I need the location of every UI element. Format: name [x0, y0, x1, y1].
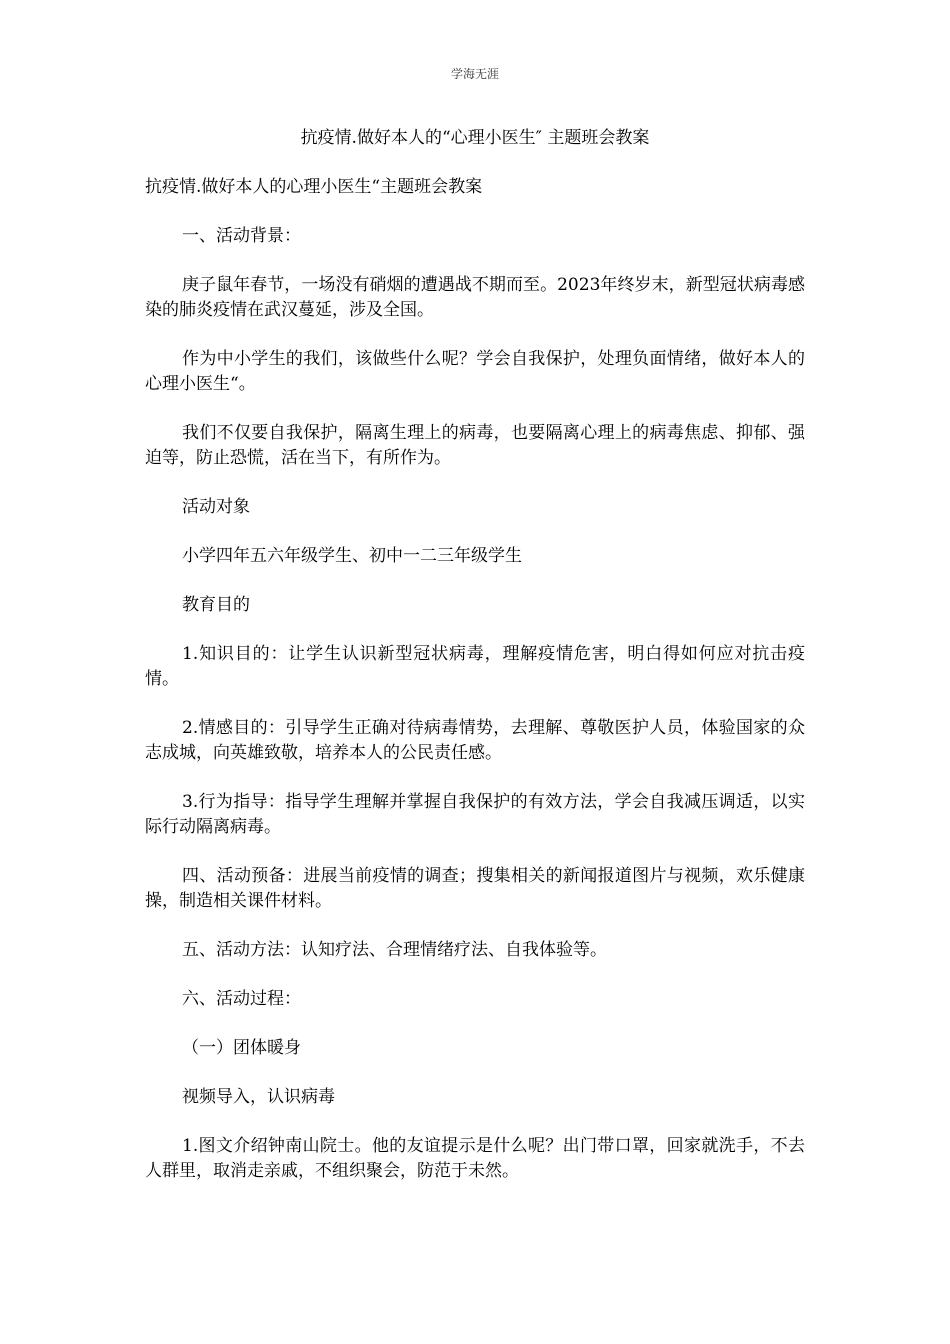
page-header: 学海无涯	[450, 67, 499, 81]
paragraph: 1.知识目的：让学生认识新型冠状病毒，理解疫情危害，明白得如何应对抗击疫情。	[145, 644, 805, 689]
paragraph-subsection-warmup: （一）团体暖身	[182, 1038, 301, 1058]
paragraph: 小学四年五六年级学生、初中一二三年级学生	[182, 546, 522, 566]
paragraph: 视频导入，认识病毒	[182, 1087, 335, 1107]
paragraph: 1.图文介绍钟南山院士。他的友谊提示是什么呢？出门带口罩，回家就洗手，不去人群里，取消走亲戚，不组织聚会，防范于未然。	[145, 1136, 805, 1181]
paragraph: 我们不仅要自我保护，隔离生理上的病毒，也要隔离心理上的病毒焦虑、抑郁、强迫等，防止恐慌，活在当下，有所作为。	[145, 423, 805, 468]
paragraph: 作为中小学生的我们，该做些什么呢？学会自我保护，处理负面情绪，做好本人的心理小医生“。	[145, 349, 805, 394]
paragraph-section-methods: 五、活动方法：认知疗法、合理情绪疗法、自我体验等。	[182, 940, 607, 960]
document-body	[145, 175, 805, 1208]
paragraph: 2.情感目的：引导学生正确对待病毒情势，去理解、尊敬医护人员，体验国家的众志成城，向英雄致敬，培养本人的公民责任感。	[145, 718, 805, 763]
paragraph-subtitle: 抗疫情.做好本人的心理小医生“主题班会教案	[145, 177, 483, 197]
document-title: 抗疫情.做好本人的“心理小医生″ 主题班会教案	[300, 128, 650, 148]
paragraph-section-goals: 教育目的	[182, 595, 250, 615]
paragraph-section-preparation: 四、活动预备：进展当前疫情的调查；搜集相关的新闻报道图片与视频，欢乐健康操，制造相关课件材料。	[145, 866, 805, 911]
paragraph-section-background: 一、活动背景：	[182, 226, 301, 246]
paragraph-section-target: 活动对象	[182, 497, 250, 517]
paragraph-section-process: 六、活动过程：	[182, 989, 301, 1009]
paragraph: 庚子鼠年春节，一场没有硝烟的遭遇战不期而至。2023年终岁末，新型冠状病毒感染的肺炎疫情在武汉蔓延，涉及全国。	[145, 275, 805, 320]
paragraph: 3.行为指导：指导学生理解并掌握自我保护的有效方法，学会自我减压调适，以实际行动隔离病毒。	[145, 792, 805, 837]
